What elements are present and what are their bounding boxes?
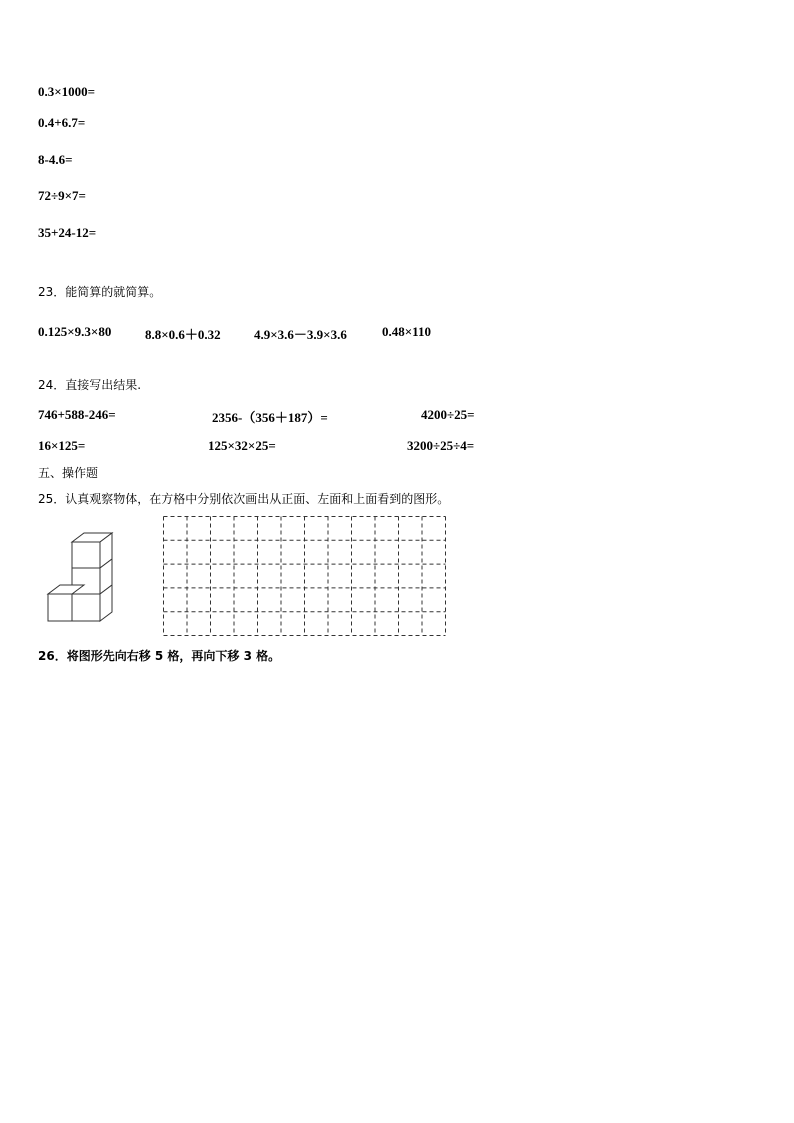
q24-row1-item-1: 746+588-246= bbox=[38, 407, 116, 422]
cube-stack-figure bbox=[44, 530, 116, 626]
q24-row1-item-3: 4200÷25= bbox=[421, 407, 475, 422]
expression-2: 0.4+6.7= bbox=[38, 115, 86, 130]
expression-4: 72÷9×7= bbox=[38, 188, 86, 203]
question-26-title: 26．将图形先向右移 5 格，再向下移 3 格。 bbox=[38, 649, 281, 663]
cube-front-face-top bbox=[72, 542, 100, 568]
question-23-title: 23．能简算的就简算。 bbox=[38, 285, 162, 299]
question-25-title: 25．认真观察物体，在方格中分别依次画出从正面、左面和上面看到的图形。 bbox=[38, 492, 450, 506]
question-24-title: 24．直接写出结果. bbox=[38, 378, 142, 392]
q24-row2-item-2: 125×32×25= bbox=[208, 438, 276, 453]
section-5-title: 五、操作题 bbox=[38, 466, 99, 480]
q24-row1-item-2: 2356-（356＋187）= bbox=[212, 410, 328, 425]
expression-1: 0.3×1000= bbox=[38, 84, 96, 99]
expression-5: 35+24-12= bbox=[38, 225, 97, 240]
q24-row2-item-3: 3200÷25÷4= bbox=[407, 438, 475, 453]
q23-item-4: 0.48×110 bbox=[382, 324, 431, 339]
cube-front-face-bottom-left bbox=[48, 594, 72, 621]
q23-item-2: 8.8×0.6＋0.32 bbox=[145, 327, 221, 342]
expression-3: 8-4.6= bbox=[38, 152, 73, 167]
cube-front-face-bottom-right bbox=[72, 594, 100, 621]
q23-item-1: 0.125×9.3×80 bbox=[38, 324, 112, 339]
q24-row2-item-1: 16×125= bbox=[38, 438, 86, 453]
dashed-drawing-grid[interactable] bbox=[163, 516, 446, 636]
q23-item-3: 4.9×3.6－3.9×3.6 bbox=[254, 327, 347, 342]
